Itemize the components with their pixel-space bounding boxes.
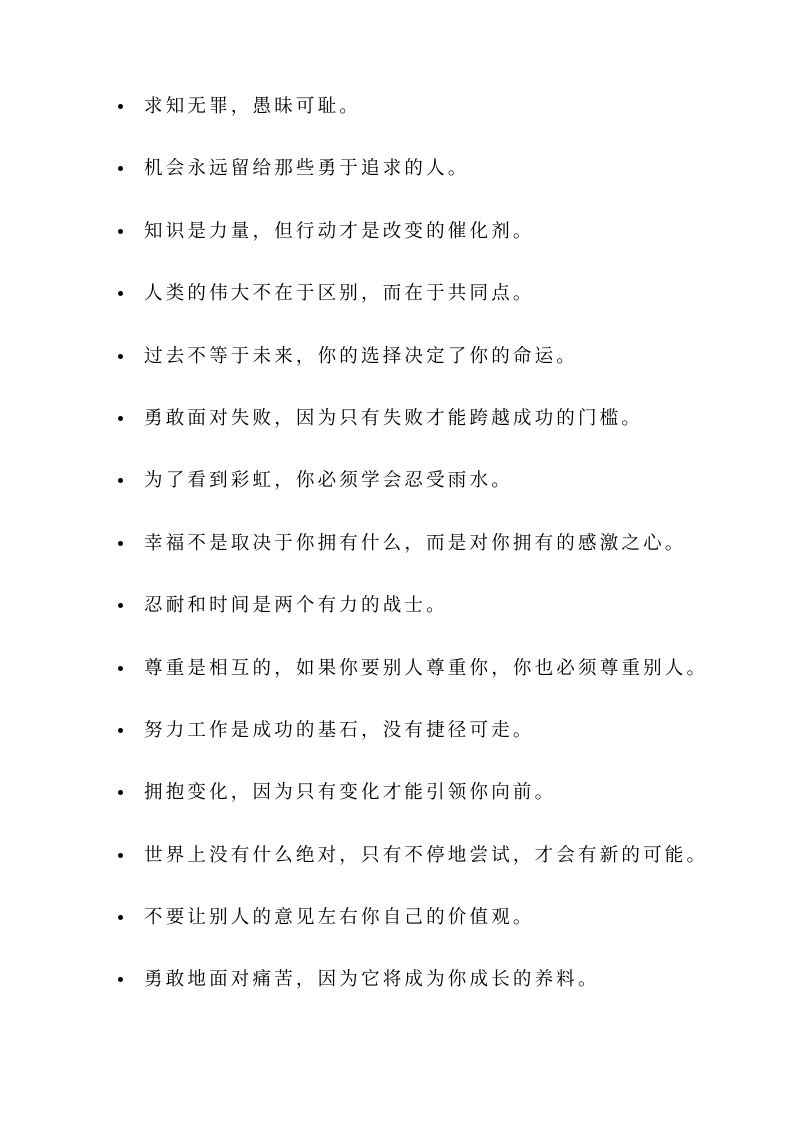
bullet-icon — [118, 541, 123, 546]
bullet-icon — [118, 354, 123, 359]
quote-text: 幸福不是取决于你拥有什么，而是对你拥有的感激之心。 — [144, 532, 687, 554]
quote-text: 忍耐和时间是两个有力的战士。 — [144, 595, 448, 617]
quote-text: 勇敢地面对痛苦，因为它将成为你成长的养料。 — [144, 969, 600, 991]
bullet-icon — [118, 853, 123, 858]
list-item — [118, 89, 758, 151]
quote-text: 过去不等于未来，你的选择决定了你的命运。 — [144, 345, 579, 367]
quote-text: 为了看到彩虹，你必须学会忍受雨水。 — [144, 470, 513, 492]
bullet-icon — [118, 915, 123, 920]
list-item — [118, 463, 758, 525]
bullet-icon — [118, 666, 123, 671]
quote-text: 勇敢面对失败，因为只有失败才能跨越成功的门槛。 — [144, 407, 644, 429]
list-item — [118, 588, 758, 650]
bullet-icon — [118, 229, 123, 234]
bullet-icon — [118, 291, 123, 296]
list-item — [118, 651, 758, 713]
quote-text: 拥抱变化，因为只有变化才能引领你向前。 — [144, 782, 557, 804]
list-item — [118, 214, 758, 276]
list-item — [118, 775, 758, 837]
bullet-icon — [118, 104, 123, 109]
bullet-icon — [118, 166, 123, 171]
list-item — [118, 838, 758, 900]
bullet-icon — [118, 478, 123, 483]
list-item — [118, 276, 758, 338]
bullet-icon — [118, 603, 123, 608]
list-item — [118, 962, 758, 1024]
bullet-icon — [118, 977, 123, 982]
quote-text: 不要让别人的意见左右你自己的价值观。 — [144, 907, 535, 929]
bullet-icon — [118, 790, 123, 795]
list-item — [118, 401, 758, 463]
list-item — [118, 339, 758, 401]
list-item — [118, 713, 758, 775]
bullet-icon — [118, 416, 123, 421]
list-item — [118, 151, 758, 213]
quote-text: 求知无罪，愚昧可耻。 — [144, 96, 362, 117]
quote-text: 机会永远留给那些勇于追求的人。 — [144, 158, 470, 180]
quote-list — [118, 89, 758, 1025]
bullet-icon — [118, 728, 123, 733]
list-item — [118, 526, 758, 588]
quote-text: 努力工作是成功的基石，没有捷径可走。 — [144, 719, 535, 741]
list-item — [118, 900, 758, 962]
quote-text: 尊重是相互的，如果你要别人尊重你，你也必须尊重别人。 — [144, 657, 709, 679]
quote-text: 知识是力量，但行动才是改变的催化剂。 — [144, 220, 535, 242]
quote-text: 世界上没有什么绝对，只有不停地尝试，才会有新的可能。 — [144, 844, 709, 866]
quote-text: 人类的伟大不在于区别，而在于共同点。 — [144, 283, 535, 305]
